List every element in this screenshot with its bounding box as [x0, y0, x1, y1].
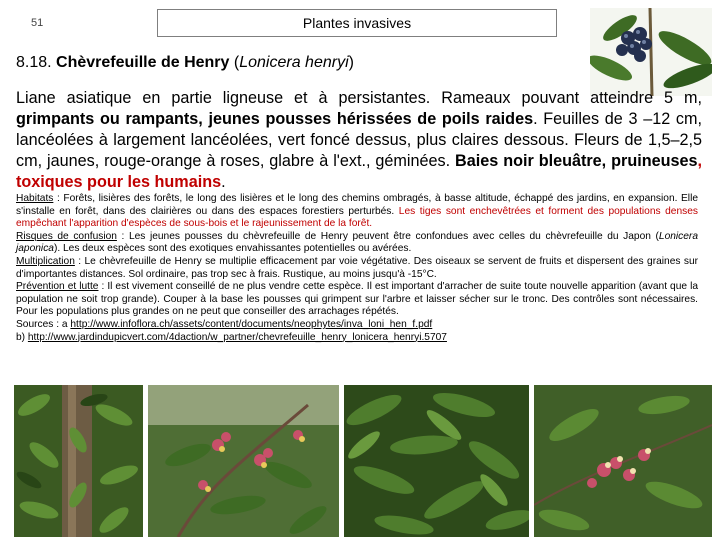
description-paragraph: [16, 88, 702, 193]
lead-part1: Liane asiatique en partie ligneuse et à persistantes. Rameaux pouvant atteindre 5 m,: [16, 89, 702, 107]
page-number: 51: [31, 17, 44, 29]
heading-open-paren: (: [229, 54, 240, 71]
species-heading: [16, 54, 354, 72]
confusion-latin: Lonicera japonica: [16, 230, 698, 255]
confusion-text2: ). Les deux espèces sont des exotiques envahissantes potentielles ou avérées.: [53, 243, 412, 255]
heading-number: 8.18.: [16, 54, 57, 71]
photo-flower-closeup-icon: [534, 385, 712, 537]
multiplication-section: [16, 256, 698, 281]
lead-part2: grimpants ou rampants, jeunes pousses hérissées de poils raides: [16, 110, 534, 128]
lead-part4: Baies noir bleuâtre, pruineuses: [455, 152, 698, 170]
habitats-section: [16, 193, 698, 231]
lead-part3: . Feuilles de 3 –12 cm, lancéolées à largement lancéolées, vert foncé dessus, plus claires dessous. Fleurs de 1,5–2,5 cm, jaunes, rouge-orange à roses, glabre à l'ext., géminées.: [16, 110, 702, 170]
confusion-section: [16, 231, 698, 256]
details-block: [16, 193, 698, 344]
source-b-label: b): [16, 331, 28, 343]
photo-climbing-tree-icon: [14, 385, 143, 537]
photo-foliage-icon: [344, 385, 529, 537]
photo-berries-icon: [590, 8, 712, 96]
prevention-text: : Il est vivement conseillé de ne plus vendre cette espèce. Il est important d'arracher de suite toute nouvelle apparition (avant que la population ne soit trop grande). Couper à la base les pousses qui grimpent sur l'arbre et laisser sécher sur le tronc. Des contrôles sont nécessaires. Pour les populations plus grandes on ne peut que conseiller des arrachages répétés.: [16, 281, 698, 318]
prevention-label: Prévention et lutte: [16, 281, 99, 293]
habitats-text: : Forêts, lisières des forêts, le long des lisières et le long des chemins ombragés, à basse altitude, échappé des jardins, en expansion. Elle s'installe en forêt, dans des clairières ou dans des espaces forestiers perturbés.: [16, 193, 698, 217]
heading-common-name: Chèvrefeuille de Henry: [56, 54, 230, 71]
source-a: [16, 319, 698, 332]
prevention-section: [16, 281, 698, 319]
heading-latin-name: Lonicera henryi: [239, 54, 349, 71]
toxicity-warning: , toxiques pour les humains: [16, 152, 702, 191]
header-title: Plantes invasives: [157, 9, 557, 37]
multiplication-text: : Le chèvrefeuille de Henry se multiplie efficacement par voie végétative. Des oiseaux se servent de fruits et dispersent des graines sur d'importantes distances. Sol ordinaire, pas trop sec à frais. Rustique, au moins jusqu'à -15°C.: [16, 255, 698, 280]
source-b: [16, 332, 698, 345]
multiplication-label: Multiplication: [16, 255, 75, 267]
source-b-link[interactable]: http://www.jardindupicvert.com/4daction/w_partner/chevrefeuille_henry_lonicera_henryi.5707: [27, 331, 447, 343]
heading-close-paren: ): [348, 54, 354, 71]
habitats-label: Habitats: [16, 193, 54, 204]
photo-flowers-icon: [148, 385, 339, 537]
habitats-warning: Les tiges sont enchevêtrées et forment des populations denses empêchant l'apparition d'espèces de sous-bois et le rajeunissement de la forêt.: [16, 205, 698, 230]
confusion-label: Risques de confusion: [16, 230, 117, 242]
sources-label: Sources : a: [16, 318, 71, 330]
source-a-link[interactable]: http://www.infoflora.ch/assets/content/documents/neophytes/inva_loni_hen_f.pdf: [70, 318, 433, 330]
lead-part6: .: [221, 173, 226, 191]
confusion-text1: : Les jeunes pousses du chèvrefeuille de Henry peuvent être confondues avec celles du chèvrefeuille du Japon (: [116, 230, 659, 242]
